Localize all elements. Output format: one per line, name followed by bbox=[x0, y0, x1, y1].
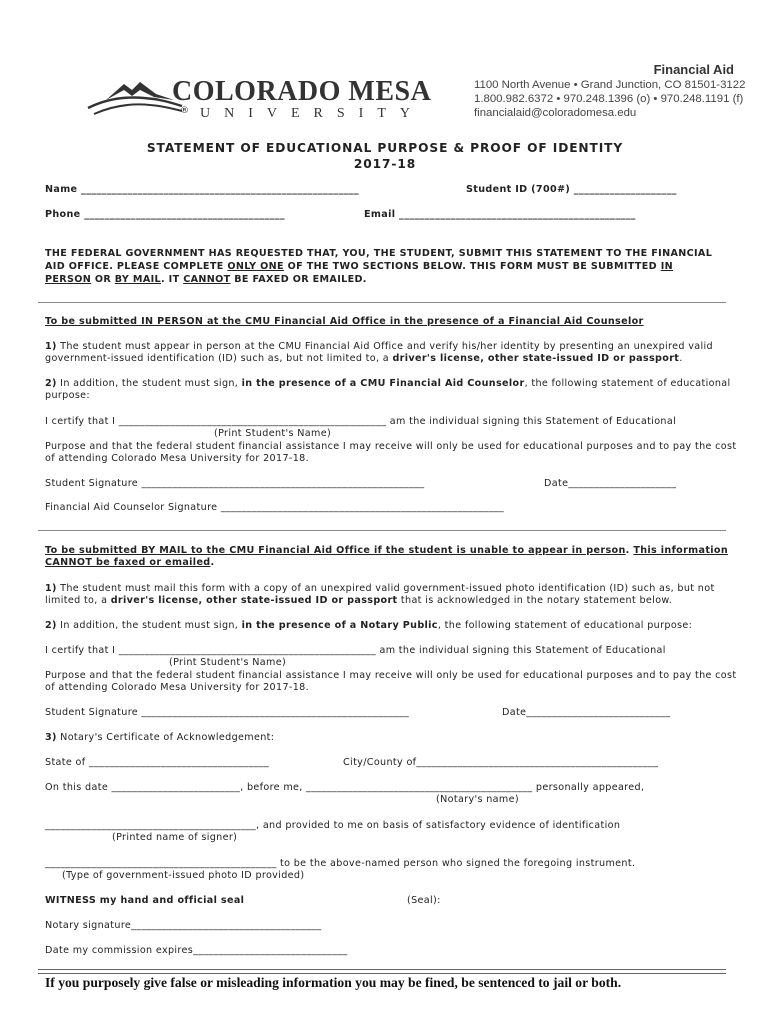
page-subtitle-year: 2017-18 bbox=[353, 157, 417, 171]
section2-step1-line2: limited to, a driver's license, other state-issued ID or passport that is acknowledged in the notary statement below. bbox=[45, 595, 673, 606]
witness-statement: WITNESS my hand and official seal bbox=[45, 895, 245, 906]
section1-step1-line2: government-issued identification (ID) such as, but not limited to, a driver's license, other state-issued ID or passport. bbox=[45, 353, 683, 364]
signer-name-label: (Printed name of signer) bbox=[112, 832, 238, 843]
state-of-field[interactable]: State of ___________________________________ bbox=[45, 757, 270, 768]
section2-student-signature-field[interactable]: Student Signature ____________________________________________________ bbox=[45, 707, 410, 718]
section1-heading: To be submitted IN PERSON at the CMU Financial Aid Office in the presence of a Financial Aid Counselor bbox=[45, 316, 644, 327]
section2-heading-line2: CANNOT be faxed or emailed. bbox=[45, 557, 215, 568]
signer-name-field[interactable]: _________________________________________, and provided to me on basis of satisfactory evidence of identification bbox=[45, 820, 621, 831]
penalty-warning: If you purposely give false or misleading information you may be fined, be sentenced to jail or both. bbox=[45, 975, 622, 990]
section1-date-field[interactable]: Date_____________________ bbox=[544, 478, 677, 489]
section2-purpose-line1: Purpose and that the federal student financial assistance I may receive will only be used for educational purposes and to pay the cost bbox=[45, 670, 737, 681]
section2-date-field[interactable]: Date____________________________ bbox=[502, 707, 671, 718]
footer-rule bbox=[38, 969, 726, 974]
notice-line-2: AID OFFICE. PLEASE COMPLETE ONLY ONE OF THE TWO SECTIONS BELOW. THIS FORM MUST BE SUBMITTED IN bbox=[45, 261, 673, 272]
section2-print-name-label: (Print Student's Name) bbox=[169, 657, 287, 668]
office-email: financialaid@coloradomesa.edu bbox=[474, 107, 637, 119]
photo-id-type-label: (Type of government-issued photo ID provided) bbox=[62, 870, 305, 881]
section1-purpose-line2: of attending Colorado Mesa University for 2017-18. bbox=[45, 453, 310, 464]
section2-certify-field[interactable]: I certify that I __________________________________________________ am the individual signing this Statement of Educational bbox=[45, 645, 666, 656]
name-field[interactable]: Name ______________________________________________________ bbox=[45, 184, 360, 195]
section2-step2-line1: 2) In addition, the student must sign, in the presence of a Notary Public, the following statement of educational purpose: bbox=[45, 620, 693, 631]
section2-purpose-line2: of attending Colorado Mesa University for 2017-18. bbox=[45, 682, 310, 693]
section1-step2-line1: 2) In addition, the student must sign, in the presence of a CMU Financial Aid Counselor, the following statement of educational bbox=[45, 378, 731, 389]
section1-print-name-label: (Print Student's Name) bbox=[214, 428, 332, 439]
logo-university: UNIVERSITY bbox=[200, 106, 424, 121]
section1-student-signature-field[interactable]: Student Signature _______________________________________________________ bbox=[45, 478, 425, 489]
section2-heading-line1: To be submitted BY MAIL to the CMU Financial Aid Office if the student is unable to appear in person. This information bbox=[45, 545, 729, 556]
office-phones: 1.800.982.6372 • 970.248.1396 (o) • 970.248.1191 (f) bbox=[474, 93, 744, 105]
university-logo bbox=[84, 70, 432, 126]
notary-signature-field[interactable]: Notary signature_____________________________________ bbox=[45, 920, 322, 931]
on-this-date-field[interactable]: On this date _________________________, before me, ____________________________________________ personally appeared, bbox=[45, 782, 645, 793]
student-id-field[interactable]: Student ID (700#) ____________________ bbox=[466, 184, 677, 195]
email-field[interactable]: Email ______________________________________________ bbox=[364, 209, 636, 220]
photo-id-type-field[interactable]: _____________________________________________ to be the above-named person who signed the foregoing instrument. bbox=[45, 858, 636, 869]
seal-label: (Seal): bbox=[407, 895, 441, 906]
commission-expires-field[interactable]: Date my commission expires______________________________ bbox=[45, 945, 348, 956]
city-county-field[interactable]: City/County of_______________________________________________ bbox=[343, 757, 659, 768]
office-name: Financial Aid bbox=[653, 62, 734, 77]
logo-wordmark: COLORADO MESA bbox=[172, 76, 432, 107]
section1-step1-line1: 1) The student must appear in person at the CMU Financial Aid Office and verify his/her identity by presenting an unexpired valid bbox=[45, 341, 713, 352]
section2-step1-line1: 1) The student must mail this form with a copy of an unexpired valid government-issued photo identification (ID) such as, but not bbox=[45, 583, 715, 594]
mesa-landscape-icon bbox=[84, 70, 184, 118]
counselor-signature-field[interactable]: Financial Aid Counselor Signature _______________________________________________________ bbox=[45, 502, 504, 513]
notice-line-1: THE FEDERAL GOVERNMENT HAS REQUESTED THAT, YOU, THE STUDENT, SUBMIT THIS STATEMENT TO THE FINANCIAL bbox=[45, 248, 713, 259]
office-address: 1100 North Avenue • Grand Junction, CO 81501-3122 bbox=[474, 79, 746, 91]
notary-certificate-heading: 3) Notary's Certificate of Acknowledgement: bbox=[45, 732, 275, 743]
phone-field[interactable]: Phone _______________________________________ bbox=[45, 209, 285, 220]
section-divider bbox=[38, 530, 726, 531]
notice-line-3: PERSON OR BY MAIL. IT CANNOT BE FAXED OR EMAILED. bbox=[45, 274, 367, 285]
section1-purpose-line1: Purpose and that the federal student financial assistance I may receive will only be used for educational purposes and to pay the cost bbox=[45, 441, 737, 452]
section-divider bbox=[38, 302, 726, 303]
page-title: STATEMENT OF EDUCATIONAL PURPOSE & PROOF OF IDENTITY bbox=[146, 141, 624, 155]
section1-step2-line2: purpose: bbox=[45, 390, 91, 401]
registered-mark: ® bbox=[180, 106, 189, 116]
section1-certify-field[interactable]: I certify that I ____________________________________________________ am the individual signing this Statement of Educational bbox=[45, 416, 677, 427]
notary-name-label: (Notary's name) bbox=[436, 794, 519, 805]
